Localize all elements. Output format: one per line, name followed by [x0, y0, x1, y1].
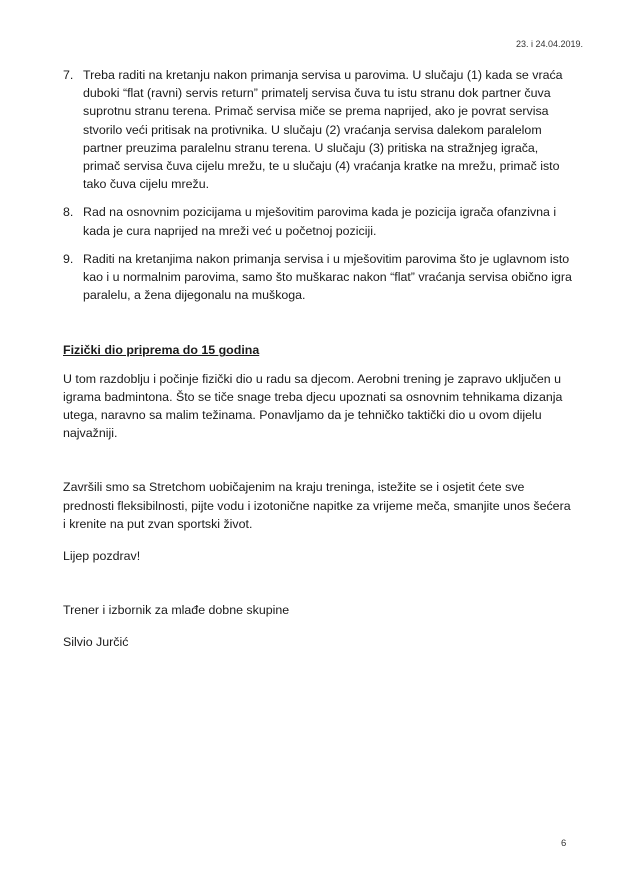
page-number: 6 [561, 838, 567, 849]
numbered-list [63, 66, 573, 304]
list-item [63, 203, 573, 239]
header-date: 23. i 24.04.2019. [515, 39, 583, 49]
list-item [63, 250, 573, 305]
list-item-text: Raditi na kretanjima nakon primanja servisa i u mješovitim parovima što je uglavnom isto kao i u normalnim parovima, samo što muškarac nakon “flat” vraćanja servisa obično igra paralelu, a žena dijegonalu na muškoga. [83, 251, 572, 303]
document-body [63, 66, 573, 652]
list-item-text: Rad na osnovnim pozicijama u mješovitim parovima kada je pozicija igrača ofanzivna i kada je cura naprijed na mreži već u početnoj poziciji. [83, 205, 557, 238]
list-item-number: 8. [63, 205, 74, 220]
closing-paragraph: Završili smo sa Stretchom uobičajenim na kraju treninga, istežite se i osjetit ćete sve prednosti fleksibilnosti, pijte vodu i izotonične napitke za vrijeme meča, smanjite unos šećera i krenite na put zvan sportski život. [63, 480, 571, 531]
section-paragraph: U tom razdoblju i počinje fizički dio u radu sa djecom. Aerobni trening je zapravo uključen u igrama badmintona. Što se tiče snage treba djecu upoznati sa osnovnim tehnikama dizanja utega, naravno sa malim težinama. Ponavljamo da je tehničko taktički dio u ovom dijelu najvažniji. [63, 371, 563, 441]
author-role: Trener i izbornik za mlađe dobne skupine [63, 603, 290, 618]
greeting: Lijep pozdrav! [63, 549, 141, 564]
list-item-text: Treba raditi na kretanju nakon primanja servisa u parovima. U slučaju (1) kada se vraća duboki “flat (ravni) servis return” primatelj servisa čuva tu istu stranu dok partner čuva suprotnu stranu terena. Primač servisa miče se prema naprijed, ako je povrat servisa stvorilo veći pritisak na protivnika. U slučaju (2) vraćanja servisa dalekom paralelom partner preuzima paralelnu stranu terena. U slučaju (3) pritiska na stražnjeg igrača, primač servisa čuva cijelu mrežu, te u slučaju (4) vraćanja kratke na mrežu, primač isto tako čuva cijelu mrežu. [83, 68, 563, 192]
list-item [63, 66, 573, 193]
author-name: Silvio Jurčić [63, 635, 129, 650]
list-item-number: 7. [63, 68, 74, 82]
list-item-number: 9. [63, 251, 74, 266]
section-heading: Fizički dio priprema do 15 godina [63, 343, 260, 358]
